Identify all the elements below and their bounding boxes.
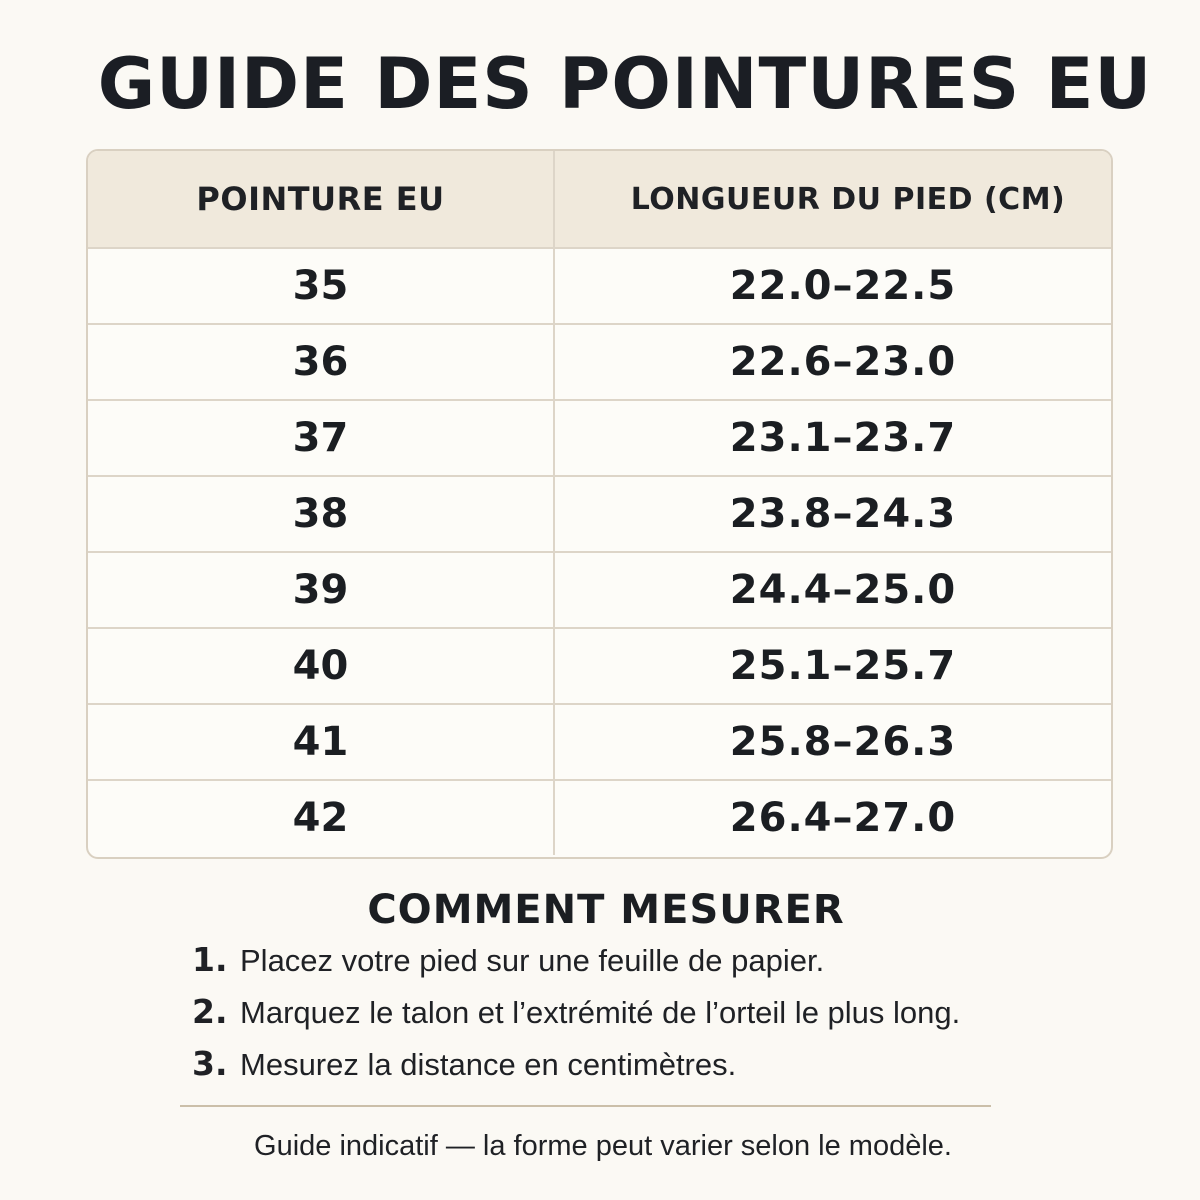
length-cell: 26.4–27.0 <box>729 795 957 841</box>
length-cell: 24.4–25.0 <box>729 567 957 613</box>
length-cell: 22.0–22.5 <box>729 263 957 309</box>
list-item <box>192 934 1092 986</box>
size-cell: 35 <box>88 249 555 323</box>
table-row <box>88 627 1111 703</box>
length-cell: 23.1–23.7 <box>729 415 957 461</box>
table-row <box>88 551 1111 627</box>
table-row <box>88 247 1111 323</box>
table-header-row <box>88 151 1111 247</box>
step-text: Marquez le talon et l’extrémité de l’orteil le plus long. <box>240 995 961 1030</box>
page-title: GUIDE DES POINTURES EU <box>97 43 1153 125</box>
step-number: 2. <box>192 992 228 1031</box>
step-text: Mesurez la distance en centimètres. <box>240 1047 737 1082</box>
column-header-foot-length: LONGUEUR DU PIED (CM) <box>630 181 1066 217</box>
list-item <box>192 1038 1092 1090</box>
length-cell: 25.1–25.7 <box>729 643 957 689</box>
footnote: Guide indicatif — la forme peut varier selon le modèle. <box>254 1130 952 1162</box>
measure-steps-list <box>192 934 1092 1090</box>
step-number: 3. <box>192 1044 228 1083</box>
measure-section-title: COMMENT MESURER <box>367 887 845 933</box>
length-cell: 23.8–24.3 <box>729 491 957 537</box>
step-number: 1. <box>192 940 228 979</box>
size-cell: 42 <box>88 781 555 855</box>
length-cell: 25.8–26.3 <box>729 719 957 765</box>
table-row <box>88 399 1111 475</box>
size-table <box>86 149 1113 859</box>
column-header-size: POINTURE EU <box>88 151 555 247</box>
table-row <box>88 323 1111 399</box>
divider <box>180 1105 991 1107</box>
table-row <box>88 779 1111 855</box>
step-text: Placez votre pied sur une feuille de papier. <box>240 943 825 978</box>
size-cell: 40 <box>88 629 555 703</box>
size-cell: 38 <box>88 477 555 551</box>
size-cell: 39 <box>88 553 555 627</box>
table-row <box>88 703 1111 779</box>
size-cell: 41 <box>88 705 555 779</box>
list-item <box>192 986 1092 1038</box>
table-row <box>88 475 1111 551</box>
length-cell: 22.6–23.0 <box>729 339 957 385</box>
size-cell: 36 <box>88 325 555 399</box>
size-cell: 37 <box>88 401 555 475</box>
